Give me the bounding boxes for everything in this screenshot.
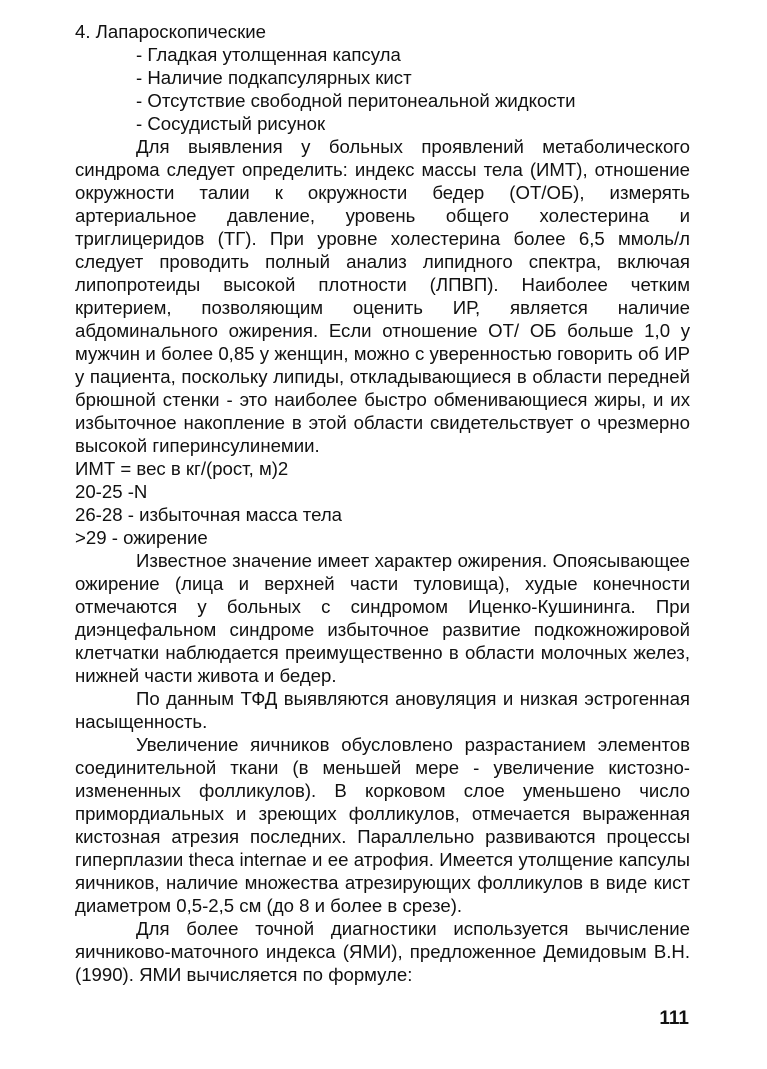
section-heading: 4. Лапароскопические	[75, 21, 266, 42]
paragraph-diagnostics: Для более точной диагностики используется вычисление яичниково-маточного индекса (ЯМИ), предложенное Демидовым В.Н. (1990). ЯМИ вычисляется по формуле:	[75, 918, 690, 985]
formula-line: 26-28 - избыточная масса тела	[75, 504, 343, 525]
page-number: 111	[659, 1008, 689, 1029]
list-item: - Наличие подкапсулярных кист	[136, 67, 412, 88]
formula-line: >29 - ожирение	[75, 527, 208, 548]
paragraph-tfd: По данным ТФД выявляются ановуляция и низкая эстрогенная насыщенность.	[75, 688, 690, 732]
formula-line: 20-25 -N	[75, 481, 148, 502]
list-item: - Отсутствие свободной перитонеальной жидкости	[136, 90, 576, 111]
list-item: - Гладкая утолщенная капсула	[136, 44, 401, 65]
paragraph-obesity-type: Известное значение имеет характер ожирения. Опоясывающее ожирение (лица и верхней части туловища), худые конечности отмечаются у больных с синдромом Иценко-Кушининга. При диэнцефальном синдроме избыточное развитие подкожножировой клетчатки наблюдается преимущественно в области молочных желез, нижней части живота и бедер.	[75, 550, 690, 686]
paragraph-ovary-enlargement: Увеличение яичников обусловлено разрастанием элементов соединительной ткани (в меньшей мере - увеличение кистозно-измененных фолликулов). В корковом слое уменьшено число примордиальных и зреющих фолликулов, отмечается выраженная кистозная атрезия последних. Параллельно развиваются процессы гиперплазии theca internae и ее атрофия. Имеется утолщение капсулы яичников, наличие множества атрезирующих фолликулов в виде кист диаметром 0,5-2,5 см (до 8 и более в срезе).	[75, 734, 690, 916]
list-item: - Сосудистый рисунок	[136, 113, 326, 134]
formula-line: ИМТ = вес в кг/(рост, м)2	[75, 458, 289, 479]
paragraph-metabolic-syndrome: Для выявления у больных проявлений метаболического синдрома следует определить: индекс массы тела (ИМТ), отношение окружности талии к окружности бедер (ОТ/ОБ), измерять артериальное давление, уровень общего холестерина и триглицеридов (ТГ). При уровне холестерина более 6,5 ммоль/л следует проводить полный анализ липидного спектра, включая липопротеиды высокой плотности (ЛПВП). Наиболее четким критерием, позволяющим оценить ИР, является наличие абдоминального ожирения. Если отношение ОТ/ ОБ больше 1,0 у мужчин и более 0,85 у женщин, можно с уверенностью говорить об ИР у пациента, поскольку липиды, откладывающиеся в области передней брюшной стенки - это наиболее быстро обменивающиеся жиры, и их избыточное накопление в этой области свидетельствует о чрезмерно высокой гиперинсулинемии.	[75, 136, 690, 456]
page-body	[75, 20, 690, 986]
